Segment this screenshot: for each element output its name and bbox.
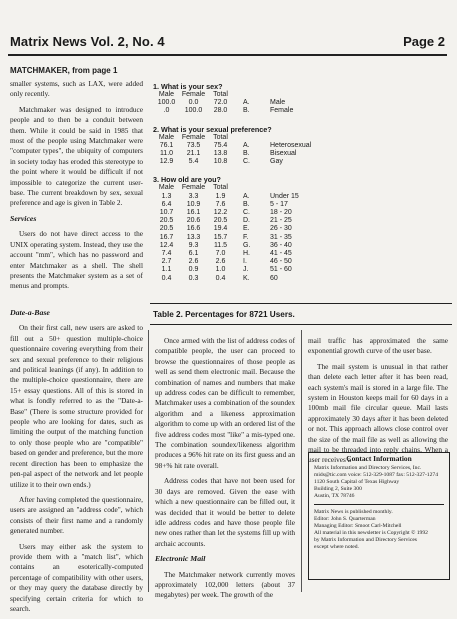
cell: A.: [243, 99, 250, 107]
cell: 19.4: [213, 225, 228, 233]
cell: 16.6: [186, 225, 201, 233]
publication-line: Managing Editor: Smoot Carl-Mitchell: [314, 523, 402, 530]
section-heading-services: Services: [10, 213, 37, 223]
table-row: [153, 107, 293, 115]
cell: 0.4: [215, 274, 226, 282]
column-divider: [148, 330, 149, 592]
column-divider: [301, 330, 302, 592]
cell: 15.7: [213, 233, 228, 241]
cell: 5 - 17: [270, 200, 288, 208]
cell: Female: [270, 107, 294, 115]
table-row: [153, 275, 299, 283]
table-row: [153, 193, 299, 201]
paragraph: The Matchmaker network currently moves approximately 102,000 letters (about 37 megabytes) per week. The growth of the: [155, 569, 295, 600]
cell: Bisexual: [270, 150, 297, 158]
question-2-title: 2. What is your sexual preference?: [153, 124, 272, 134]
cell: 2.6: [188, 258, 199, 266]
cell: D.: [243, 217, 250, 225]
cell: 10.8: [213, 158, 228, 166]
cell: 51 - 60: [270, 266, 292, 274]
question-2-table: [153, 134, 311, 167]
publication-line: by Matrix Information and Directory Services: [314, 537, 417, 544]
cell: 1.1: [161, 266, 172, 274]
table-row: [153, 225, 299, 233]
table-row: [153, 250, 299, 258]
paragraph: Users may either ask the system to provide them with a "match list", which contains an esoterically-computed percentage of compatibility with other users, or they may query the database directly by specifying certain criteria for which to search.: [10, 541, 143, 613]
cell: 7.6: [215, 200, 226, 208]
cell: E.: [243, 225, 250, 233]
cell: A.: [243, 192, 250, 200]
page-number: Page 2: [403, 34, 445, 49]
cell: 0.3: [188, 274, 199, 282]
header-rule: [8, 54, 447, 56]
table-row: [153, 209, 299, 217]
column-header: Male: [158, 184, 175, 192]
section-heading-electronic-mail: Electronic Mail: [155, 554, 206, 564]
cell: C.: [243, 209, 250, 217]
cell: 21.1: [186, 150, 201, 158]
table-header-row: [153, 134, 311, 142]
cell: 9.3: [188, 241, 199, 249]
question-3-title: 3. How old are you?: [153, 175, 221, 185]
contact-line: Austin, TX 78746: [314, 492, 355, 499]
cell: G.: [243, 241, 251, 249]
cell: H.: [243, 250, 250, 258]
table-row: [153, 217, 299, 225]
table-row: [153, 158, 311, 166]
paragraph: mail traffic has approximated the same exponential growth curve of the user base.: [308, 336, 448, 356]
paragraph: On their first call, new users are asked to fill out a 50+ question multiple-choice questionnaire covering everything from their sex and sexual preference to their religious and political leanings (if any). In addition to the multiple-choice questionnaire, there are 15+ essay questions. All of this is stored in what is fondly referred to as the "Date-a-Base" (There is some structure provided for people who are looking for dates, such as limiting the output of the matching function to only those people who are "compatible" based on gender and preference, but the more recent direction has been to emphasize the pen-pal aspect of the network and let people utilize it to their own ends.): [10, 323, 143, 489]
table-row: [153, 266, 299, 274]
cell: Male: [270, 99, 286, 107]
cell: 1.0: [215, 266, 226, 274]
column-header: Female: [181, 133, 206, 141]
cell: 0.4: [161, 274, 172, 282]
article-continuation-heading: MATCHMAKER, from page 1: [10, 66, 118, 75]
publication-line: All material in this newsletter is Copyright © 1992: [314, 530, 428, 537]
column-header: Total: [213, 133, 228, 141]
paragraph: Once armed with the list of address codes of compatible people, the user can proceed to browse the questionnaires of those people as well as send them electronic mail. Because the combination of names and numbers that make up address codes can be difficult to remember, Matchmaker uses a combination of the soundex algorithm and a likeness approximation algorithm to come up with an ordered list of the five address codes most "like" a mis-typed one. The combination soundex/likeness algorithm produces a 96% hit rate on its first guess and an 98+% hit rate overall.: [155, 336, 295, 470]
cell: 41 - 45: [270, 250, 292, 258]
cell: Heterosexual: [270, 141, 312, 149]
cell: 7.0: [215, 250, 226, 258]
cell: 60: [270, 274, 278, 282]
publication-line: Matrix News is published monthly.: [314, 509, 393, 516]
publication-line: except where noted.: [314, 543, 359, 550]
question-1-title: 1. What is your sex?: [153, 82, 223, 91]
column-header: Total: [213, 184, 228, 192]
cell: 10.7: [159, 209, 174, 217]
contact-line: 1120 South Capital of Texas Highway: [314, 478, 400, 485]
cell: 2.7: [161, 258, 172, 266]
contact-line: mids@tic.com voice: 512-329-1087 fax: 512-327-1274: [314, 471, 438, 478]
column-header: Female: [181, 184, 206, 192]
table-caption: Table 2. Percentages for 8721 Users.: [153, 310, 295, 319]
table-header-row: [153, 184, 299, 192]
cell: 36 - 40: [270, 241, 292, 249]
column-header: Male: [158, 133, 175, 141]
cell: 100.0: [157, 99, 176, 107]
question-1-table: [153, 91, 293, 116]
cell: 73.5: [186, 141, 201, 149]
question-3-table: [153, 184, 299, 282]
cell: 12.2: [213, 209, 228, 217]
contact-line: Matrix Information and Directory Services, Inc.: [314, 464, 422, 471]
cell: 26 - 30: [270, 225, 292, 233]
left-column-top: [10, 66, 143, 297]
paragraph: Matchmaker was designed to introduce people and to then be a conduit between them. While it could be said in 1985 that most of the people using Matchmaker were "computer types", the ubiquity of computers in society today has eroded this stereotype to the point where it would be difficult if not impossible to categorize the current user-base. The current breakdown by sex, sexual preference and age is given in Table 2.: [10, 104, 143, 208]
publication-line: Editor: John S. Quarterman: [314, 516, 376, 523]
table-row: [153, 99, 293, 107]
cell: 11.5: [213, 241, 228, 249]
contact-title: Contact Information: [346, 454, 412, 463]
table-row: [153, 234, 299, 242]
cell: I.: [243, 258, 247, 266]
cell: 28.0: [213, 107, 228, 115]
cell: 0.9: [188, 266, 199, 274]
paragraph: The mail system is unusual in that rather than delete each letter after it has been read, each system's mail is stored in a large file. The system in Houston keeps mail for 60 days in a 100mb mail file circular queue. Mail lasts approximately 30 days after it has been deleted or not. This approach allows close control over the size of the mail file as well as allowing the mail to be threaded into reply chains. When a user receives a: [308, 361, 448, 465]
paragraph: Address codes that have not been used for 30 days are removed. Given the ease with which a new questionnaire can be filled out, it was decided that it would be better to delete idle address codes and have those people file new ones rather than let the systems fill up with archaic accounts.: [155, 476, 295, 548]
cell: 12.4: [159, 241, 174, 249]
cell: 13.8: [213, 150, 228, 158]
paragraph: Users do not have direct access to the UNIX operating system. Instead, they use the account "mm", which has no password and enter Matchmaker as a shell. The shell presents the Matchmaker system as a set of menus and prompts.: [10, 229, 143, 291]
contact-divider: [314, 504, 444, 505]
cell: 20.6: [186, 217, 201, 225]
middle-column: [155, 336, 295, 606]
cell: B.: [243, 150, 250, 158]
cell: 100.0: [184, 107, 203, 115]
cell: J.: [243, 266, 249, 274]
table-rule: [150, 303, 452, 304]
contact-line: Building 2, Suite 300: [314, 485, 362, 492]
cell: B.: [243, 107, 250, 115]
cell: 7.4: [161, 250, 172, 258]
cell: 6.1: [188, 250, 199, 258]
table-row: [153, 142, 311, 150]
cell: 11.0: [159, 150, 174, 158]
table-row: [153, 242, 299, 250]
cell: Gay: [270, 158, 283, 166]
cell: C.: [243, 158, 250, 166]
table-row: [153, 201, 299, 209]
cell: 16.7: [159, 233, 174, 241]
table-header-row: [153, 91, 293, 99]
cell: 6.4: [161, 200, 172, 208]
paragraph: smaller systems, such as LAX, were added only recently.: [10, 79, 143, 99]
cell: 75.4: [213, 141, 228, 149]
cell: 5.4: [188, 158, 199, 166]
section-heading-date-a-base: Date-a-Base: [10, 308, 50, 317]
cell: F.: [243, 233, 249, 241]
cell: 18 - 20: [270, 209, 292, 217]
cell: 12.9: [159, 158, 174, 166]
table-row: [153, 258, 299, 266]
cell: K.: [243, 274, 250, 282]
paragraph: After having completed the questionnaire, users are assigned an "address code", which consists of their first name and a randomly generated number.: [10, 494, 143, 536]
contact-info-box: [308, 452, 450, 580]
cell: 10.9: [186, 200, 201, 208]
cell: 46 - 50: [270, 258, 292, 266]
table-row: [153, 150, 311, 158]
cell: Under 15: [270, 192, 299, 200]
cell: 0.0: [188, 99, 199, 107]
table-2: [153, 82, 449, 283]
cell: 1.3: [161, 192, 172, 200]
left-column-bottom: [10, 308, 143, 619]
cell: 72.0: [213, 99, 228, 107]
column-header: Total: [213, 91, 228, 98]
cell: 20.5: [213, 217, 228, 225]
cell: A.: [243, 141, 250, 149]
cell: 76.1: [159, 141, 174, 149]
column-header: Male: [158, 91, 175, 98]
cell: 20.5: [159, 217, 174, 225]
cell: 1.9: [215, 192, 226, 200]
right-column: [308, 336, 448, 471]
cell: .0: [163, 107, 170, 115]
newsletter-title: Matrix News Vol. 2, No. 4: [10, 34, 165, 49]
cell: B.: [243, 200, 250, 208]
cell: 3.3: [188, 192, 199, 200]
column-header: Female: [181, 91, 206, 98]
cell: 13.3: [186, 233, 201, 241]
cell: 2.6: [215, 258, 226, 266]
cell: 16.1: [186, 209, 201, 217]
cell: 31 - 35: [270, 233, 292, 241]
cell: 21 - 25: [270, 217, 292, 225]
cell: 20.5: [159, 225, 174, 233]
table-rule: [150, 324, 452, 325]
